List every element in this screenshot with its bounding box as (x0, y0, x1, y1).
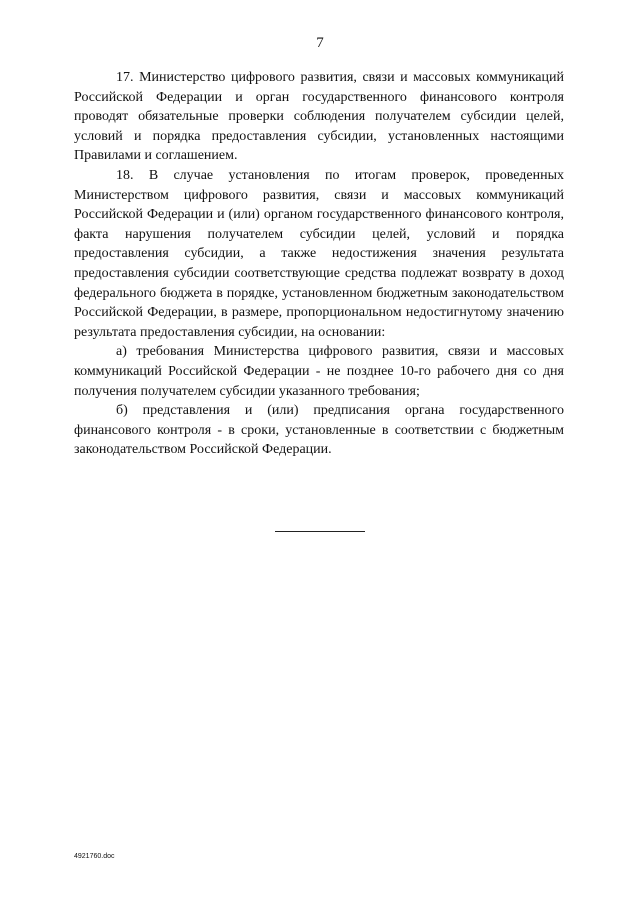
paragraph-17: 17. Министерство цифрового развития, связи и массовых коммуникаций Российской Федерации и орган государственного финансового контроля проводят обязательные проверки соблюдения получателем субсидии целей, условий и порядка предоставления субсидии, установленных настоящими Правилами и соглашением. (74, 70, 564, 164)
footer-filename: 4921760.doc (74, 853, 115, 860)
page-number: 7 (316, 35, 324, 51)
end-of-text-separator (275, 531, 365, 532)
paragraph-18-item-a: а) требования Министерства цифрового развития, связи и массовых коммуникаций Российской Федерации - не позднее 10-го рабочего дня со дня получения получателем субсидии указанного требования; (74, 344, 564, 399)
paragraph-18: 18. В случае установления по итогам проверок, проведенных Министерством цифрового развития, связи и массовых коммуникаций Российской Федерации и (или) органом государственного финансового контроля, факта нарушения получателем субсидии целей, условий и порядка предоставления субсидии, а также недостижения значения результата предоставления субсидии соответствующие средства подлежат возврату в доход федерального бюджета в порядке, установленном бюджетным законодательством Российской Федерации, в размере, пропорциональном недостигнутому значению результата предоставления субсидии, на основании: (74, 167, 564, 340)
paragraph-18-item-b: б) представления и (или) предписания органа государственного финансового контроля - в сроки, установленные в соответствии с бюджетным законодательством Российской Федерации. (74, 403, 564, 458)
document-body (74, 68, 564, 460)
